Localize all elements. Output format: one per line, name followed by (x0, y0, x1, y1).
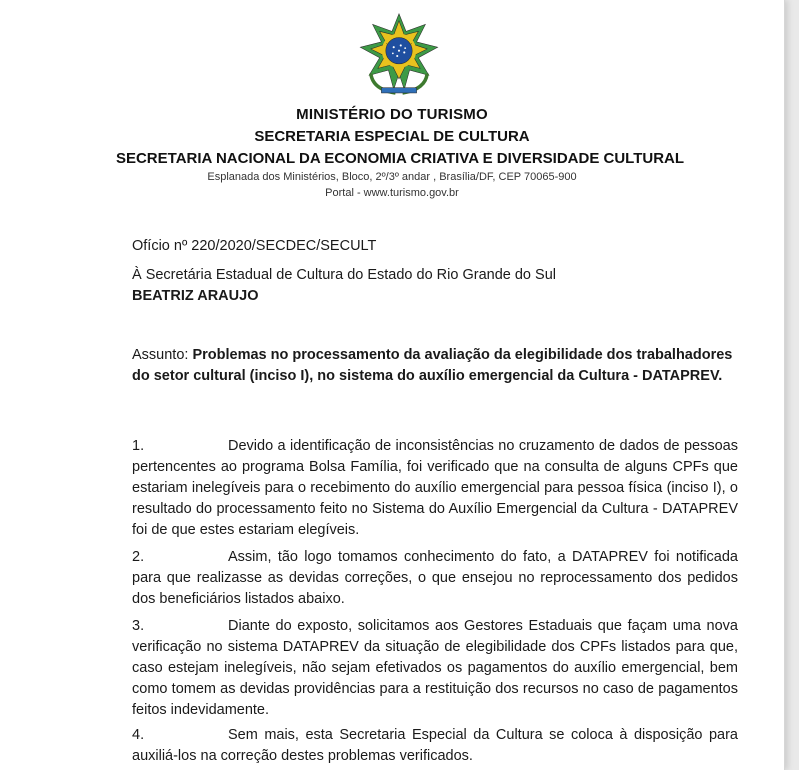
paragraph-number: 4. (132, 727, 145, 743)
subject-label: Assunto: (132, 347, 193, 363)
paragraph-number: 1. (132, 438, 145, 454)
paragraph-text: Devido a identificação de inconsistências no cruzamento de dados de pessoas pertencentes ao programa Bolsa Família, foi verificado que na consulta de alguns CPFs que estariam inelegíveis para o recebimento do auxílio emergencial para pessoa física (inciso I), o resultado do processamento feito no Sistema do Auxílio Emergencial da Cultura - DATAPREV foi de que estes estariam elegíveis. (132, 438, 738, 538)
oficio-number: Ofício nº 220/2020/SECDEC/SECULT (132, 238, 377, 254)
subject (132, 345, 738, 387)
address-line: Esplanada dos Ministérios, Bloco, 2º/3º andar , Brasília/DF, CEP 70065-900 (207, 171, 577, 183)
subject-text: Problemas no processamento da avaliação da elegibilidade dos trabalhadores do setor cultural (inciso I), no sistema do auxílio emergencial da Cultura - DATAPREV. (132, 347, 733, 384)
ministry-title: MINISTÉRIO DO TURISMO (296, 106, 488, 123)
paragraph-number: 2. (132, 549, 145, 565)
recipient-organization: À Secretária Estadual de Cultura do Estado do Rio Grande do Sul (132, 267, 556, 283)
paragraph-4 (132, 725, 738, 767)
secretariat-title: SECRETARIA ESPECIAL DE CULTURA (254, 128, 530, 145)
brazil-coat-of-arms-icon (355, 12, 443, 100)
paragraph-text: Assim, tão logo tomamos conhecimento do fato, a DATAPREV foi notificada para que realizasse as devidas correções, o que ensejou no reprocessamento dos pedidos dos beneficiários listados abaixo. (132, 549, 738, 607)
paragraph-3 (132, 616, 738, 721)
recipient-name: BEATRIZ ARAUJO (132, 288, 259, 304)
portal-line: Portal - www.turismo.gov.br (325, 187, 459, 199)
paragraph-text: Diante do exposto, solicitamos aos Gestores Estaduais que façam uma nova verificação no sistema DATAPREV da situação de elegibilidade dos CPFs listados para que, caso estejam inelegíveis, não sejam efetivados os pagamentos do auxílio emergencial, bem como tomem as devidas providências para a restituição dos recursos no caso de pagamentos feitos indevidamente. (132, 618, 738, 718)
paragraph-2 (132, 547, 738, 610)
national-secretariat-title: SECRETARIA NACIONAL DA ECONOMIA CRIATIVA E DIVERSIDADE CULTURAL (115, 150, 685, 167)
paragraph-1 (132, 436, 738, 541)
paragraph-number: 3. (132, 618, 145, 634)
paragraph-text: Sem mais, esta Secretaria Especial da Cultura se coloca à disposição para auxiliá-los na correção destes problemas verificados. (132, 727, 738, 764)
